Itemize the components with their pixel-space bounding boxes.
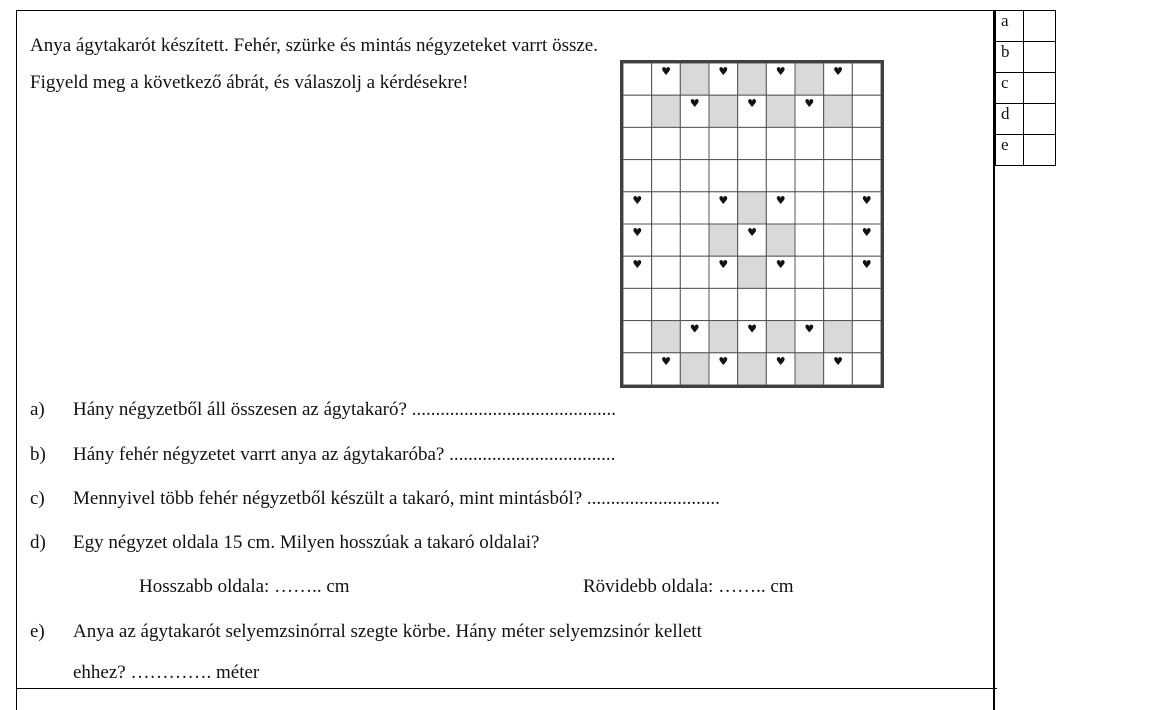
white-square [652, 127, 681, 159]
score-letter: b [996, 42, 1024, 73]
white-square [766, 160, 795, 192]
score-letter: e [996, 135, 1024, 166]
heart-icon: ♥ [632, 258, 643, 272]
white-square [852, 160, 881, 192]
question-e-text-2: ehhez? …………. méter [73, 662, 260, 683]
gray-square [652, 321, 681, 353]
gray-square [738, 63, 767, 95]
white-square [680, 160, 709, 192]
score-input-box[interactable] [1024, 104, 1056, 135]
heart-icon: ♥ [747, 97, 757, 111]
white-square [680, 224, 709, 256]
heart-icon: ♥ [689, 97, 700, 111]
heart-icon: ♥ [804, 322, 815, 336]
heart-icon: ♥ [718, 193, 729, 207]
white-square [680, 256, 709, 288]
white-square [680, 288, 709, 320]
white-square [852, 321, 881, 353]
gray-square [824, 321, 853, 353]
score-letter: a [996, 11, 1024, 42]
white-square [795, 288, 824, 320]
question-a-text: Hány négyzetből áll összesen az ágytakaró? ........................................... [73, 399, 616, 420]
score-input-box[interactable] [1024, 73, 1056, 104]
score-input-box[interactable] [1024, 135, 1056, 166]
gray-square [709, 321, 738, 353]
white-square [766, 127, 795, 159]
gray-square [709, 224, 738, 256]
white-square [795, 192, 824, 224]
white-square [824, 127, 853, 159]
gray-square [709, 95, 738, 127]
white-square [623, 95, 652, 127]
question-b-label: b) [30, 444, 46, 465]
gray-square [795, 353, 824, 385]
white-square [795, 160, 824, 192]
heart-icon: ♥ [861, 226, 872, 239]
white-square [709, 127, 738, 159]
gray-square [795, 63, 824, 95]
white-square [652, 224, 681, 256]
white-square [652, 288, 681, 320]
white-square [738, 127, 767, 159]
question-d-shorter-side: Rövidebb oldala: …….. cm [583, 576, 794, 597]
white-square [680, 127, 709, 159]
score-row [996, 135, 1056, 166]
white-square [623, 127, 652, 159]
white-square [623, 288, 652, 320]
white-square [652, 160, 681, 192]
heart-icon: ♥ [718, 65, 729, 78]
white-square [852, 288, 881, 320]
heart-icon: ♥ [775, 258, 786, 272]
white-square [795, 224, 824, 256]
heart-icon: ♥ [632, 193, 643, 207]
white-square [824, 160, 853, 192]
gray-square [824, 95, 853, 127]
score-row [996, 42, 1056, 73]
question-c-text: Mennyivel több fehér négyzetből készült a takaró, mint mintásból? ............................ [73, 488, 720, 509]
bottom-divider [16, 688, 997, 689]
heart-icon: ♥ [861, 258, 872, 272]
white-square [824, 192, 853, 224]
white-square [824, 288, 853, 320]
heart-icon: ♥ [718, 258, 729, 272]
gray-square [680, 353, 709, 385]
white-square [852, 127, 881, 159]
quilt-figure [620, 60, 884, 388]
quilt-grid [623, 63, 881, 385]
question-c-label: c) [30, 488, 45, 509]
white-square [738, 160, 767, 192]
score-table [995, 10, 1056, 166]
white-square [852, 353, 881, 385]
question-d-longer-side: Hosszabb oldala: …….. cm [139, 576, 350, 597]
heart-icon: ♥ [804, 97, 815, 111]
white-square [766, 288, 795, 320]
score-letter: d [996, 104, 1024, 135]
intro-line-1: Anya ágytakarót készített. Fehér, szürke és mintás négyzeteket varrt össze. [30, 35, 598, 56]
score-row [996, 104, 1056, 135]
heart-icon: ♥ [861, 193, 872, 207]
heart-icon: ♥ [833, 65, 843, 78]
gray-square [766, 321, 795, 353]
white-square [652, 256, 681, 288]
heart-icon: ♥ [775, 354, 786, 368]
white-square [623, 353, 652, 385]
gray-square [652, 95, 681, 127]
gray-square [738, 353, 767, 385]
white-square [795, 256, 824, 288]
heart-icon: ♥ [833, 354, 843, 368]
white-square [623, 63, 652, 95]
heart-icon: ♥ [632, 226, 643, 239]
heart-icon: ♥ [661, 354, 671, 368]
gray-square [738, 192, 767, 224]
question-d-text: Egy négyzet oldala 15 cm. Milyen hosszúak a takaró oldalai? [73, 532, 540, 553]
question-a-label: a) [30, 399, 45, 420]
white-square [623, 321, 652, 353]
gray-square [680, 63, 709, 95]
score-input-box[interactable] [1024, 11, 1056, 42]
question-e-label: e) [30, 621, 45, 642]
question-b-text: Hány fehér négyzetet varrt anya az ágytakaróba? ................................... [73, 444, 616, 465]
gray-square [738, 256, 767, 288]
white-square [795, 127, 824, 159]
white-square [709, 160, 738, 192]
heart-icon: ♥ [775, 65, 786, 78]
heart-icon: ♥ [718, 354, 729, 368]
white-square [852, 63, 881, 95]
white-square [709, 288, 738, 320]
score-row [996, 11, 1056, 42]
white-square [652, 192, 681, 224]
white-square [738, 288, 767, 320]
heart-icon: ♥ [747, 322, 757, 336]
white-square [824, 224, 853, 256]
white-square [852, 95, 881, 127]
gray-square [766, 95, 795, 127]
score-row [996, 73, 1056, 104]
question-d-label: d) [30, 532, 46, 553]
gray-square [766, 224, 795, 256]
question-e-text-1: Anya az ágytakarót selyemzsinórral szegte körbe. Hány méter selyemzsinór kellett [73, 621, 702, 642]
score-letter: c [996, 73, 1024, 104]
white-square [680, 192, 709, 224]
score-input-box[interactable] [1024, 42, 1056, 73]
heart-icon: ♥ [689, 322, 700, 336]
white-square [824, 256, 853, 288]
white-square [623, 160, 652, 192]
intro-line-2: Figyeld meg a következő ábrát, és válaszolj a kérdésekre! [30, 72, 469, 93]
heart-icon: ♥ [661, 65, 671, 78]
heart-icon: ♥ [747, 226, 757, 239]
heart-icon: ♥ [775, 193, 786, 207]
